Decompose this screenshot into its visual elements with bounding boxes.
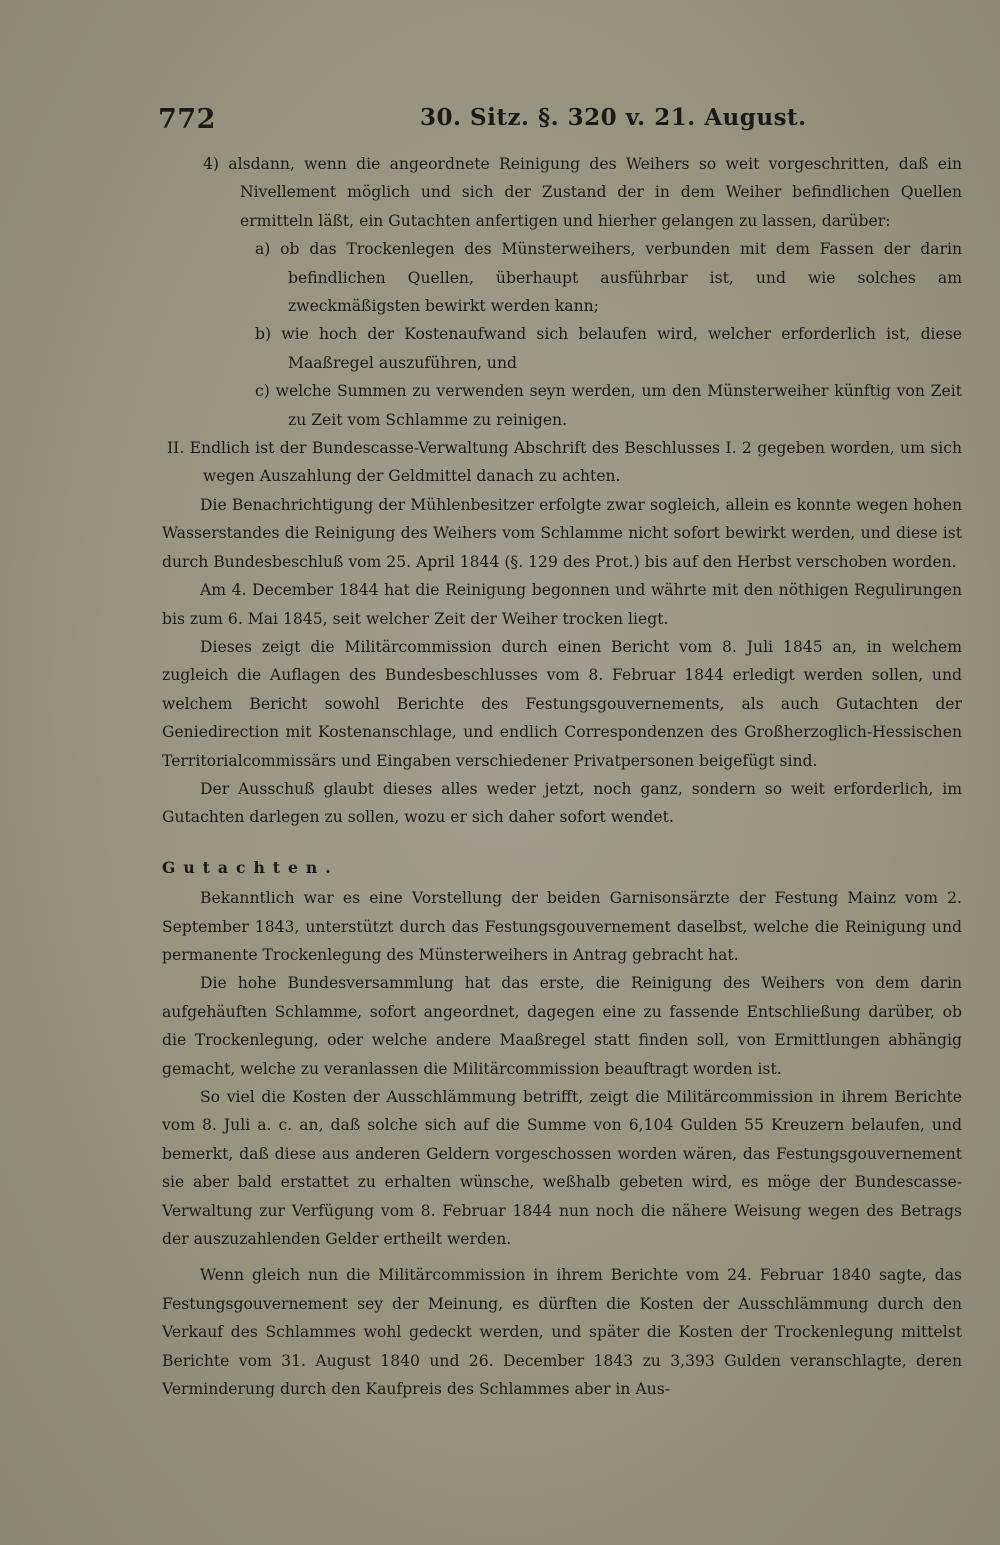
section-heading: Gutachten. <box>162 857 339 877</box>
paragraph: Wenn gleich nun die Militärcommission in ihrem Berichte vom 24. Februar 1840 sagte, das Festungsgouvernement sey der Meinung, es dürften die Kosten der Ausschlämmung durch den Verkauf des Schlammes wohl gedeckt werden, und später die Kosten der Trockenlegung mittelst Berichte vom 31. August 1840 und 26. December 1843 zu 3,393 Gulden veranschlagte, deren Verminderung durch den Kaufpreis des Schlammes aber in Aus- <box>162 1266 962 1399</box>
paragraph: Dieses zeigt die Militärcommission durch einen Bericht vom 8. Juli 1845 an, in welchem zugleich die Auflagen des Bundesbeschlusses vom 8. Februar 1844 erledigt werden sollen, und welchem Bericht sowohl Berichte des Festungsgouvernements, als auch Gutachten der Geniedirection mit Kostenanschlage, und endlich Correspondenzen des Großherzoglich-Hessischen Territorialcommissärs und Eingaben verschiedener Privatpersonen beigefügt sind. <box>162 637 962 770</box>
paragraph: Bekanntlich war es eine Vorstellung der beiden Garnisonsärzte der Festung Mainz vom 2. September 1843, unterstützt durch das Festungsgouvernement daselbst, welche die Reinigung und permanente Trockenlegung des Münsterweihers in Antrag gebracht hat. <box>162 889 962 964</box>
subitem-c: c) welche Summen zu verwenden seyn werden, um den Münsterweiher künftig von Zeit zu Zeit vom Schlamme zu reinigen. <box>255 382 962 429</box>
page-number: 772 <box>158 104 216 135</box>
subitem-a: a) ob das Trockenlegen des Münsterweihers, verbunden mit dem Fassen der darin befindlichen Quellen, überhaupt ausführbar ist, und wie solches am zweckmäßigsten bewirkt werden kann; <box>255 240 962 316</box>
page-header <box>158 104 963 144</box>
paragraph: Die Benachrichtigung der Mühlenbesitzer erfolgte zwar sogleich, allein es konnte wegen hohen Wasserstandes die Reinigung des Weihers vom Schlamme nicht sofort bewirkt werden, und diese ist durch Bundesbeschluß vom 25. April 1844 (§. 129 des Prot.) bis auf den Herbst verschoben worden. <box>162 495 962 571</box>
paragraph-item-II: II. Endlich ist der Bundescasse-Verwaltung Abschrift des Beschlusses I. 2 gegeben worden, um sich wegen Auszahlung der Geldmittel danach zu achten. <box>167 439 962 486</box>
body-text <box>162 150 962 1403</box>
subitem-b: b) wie hoch der Kostenaufwand sich belaufen wird, welcher erforderlich ist, diese Maaßregel auszuführen, und <box>255 325 962 372</box>
paragraph: So viel die Kosten der Ausschlämmung betrifft, zeigt die Militärcommission in ihrem Berichte vom 8. Juli a. c. an, daß solche sich auf die Summe von 6,104 Gulden 55 Kreuzern belaufen, und bemerkt, daß diese aus anderen Geldern vorgeschossen worden wären, das Festungsgouvernement sie aber bald erstattet zu erhalten wünsche, weßhalb gebeten wird, es möge der Bundescasse-Verwaltung zur Verfügung vom 8. Februar 1844 nun noch die nähere Weisung wegen des Betrags der auszuzahlenden Gelder ertheilt werden. <box>162 1088 962 1249</box>
paragraph: Die hohe Bundesversammlung hat das erste, die Reinigung des Weihers von dem darin aufgehäuften Schlamme, sofort angeordnet, dagegen eine zu fassende Entschließung darüber, ob die Trockenlegung, oder welche andere Maaßregel statt finden soll, von Ermittlungen abhängig gemacht, welche zu veranlassen die Militärcommission beauftragt worden ist. <box>162 974 962 1078</box>
paragraph-item-4: 4) alsdann, wenn die angeordnete Reinigung des Weihers so weit vorgeschritten, daß ein Nivellement möglich und sich der Zustand der in dem Weiher befindlichen Quellen ermitteln läßt, ein Gutachten anfertigen und hierher gelangen zu lassen, darüber: <box>203 155 962 230</box>
paragraph: Der Ausschuß glaubt dieses alles weder jetzt, noch ganz, sondern so weit erforderlich, im Gutachten darlegen zu sollen, wozu er sich daher sofort wendet. <box>162 779 962 827</box>
paragraph: Am 4. December 1844 hat die Reinigung begonnen und währte mit den nöthigen Regulirungen bis zum 6. Mai 1845, seit welcher Zeit der Weiher trocken liegt. <box>162 581 962 628</box>
running-title: 30. Sitz. §. 320 v. 21. August. <box>420 104 807 131</box>
